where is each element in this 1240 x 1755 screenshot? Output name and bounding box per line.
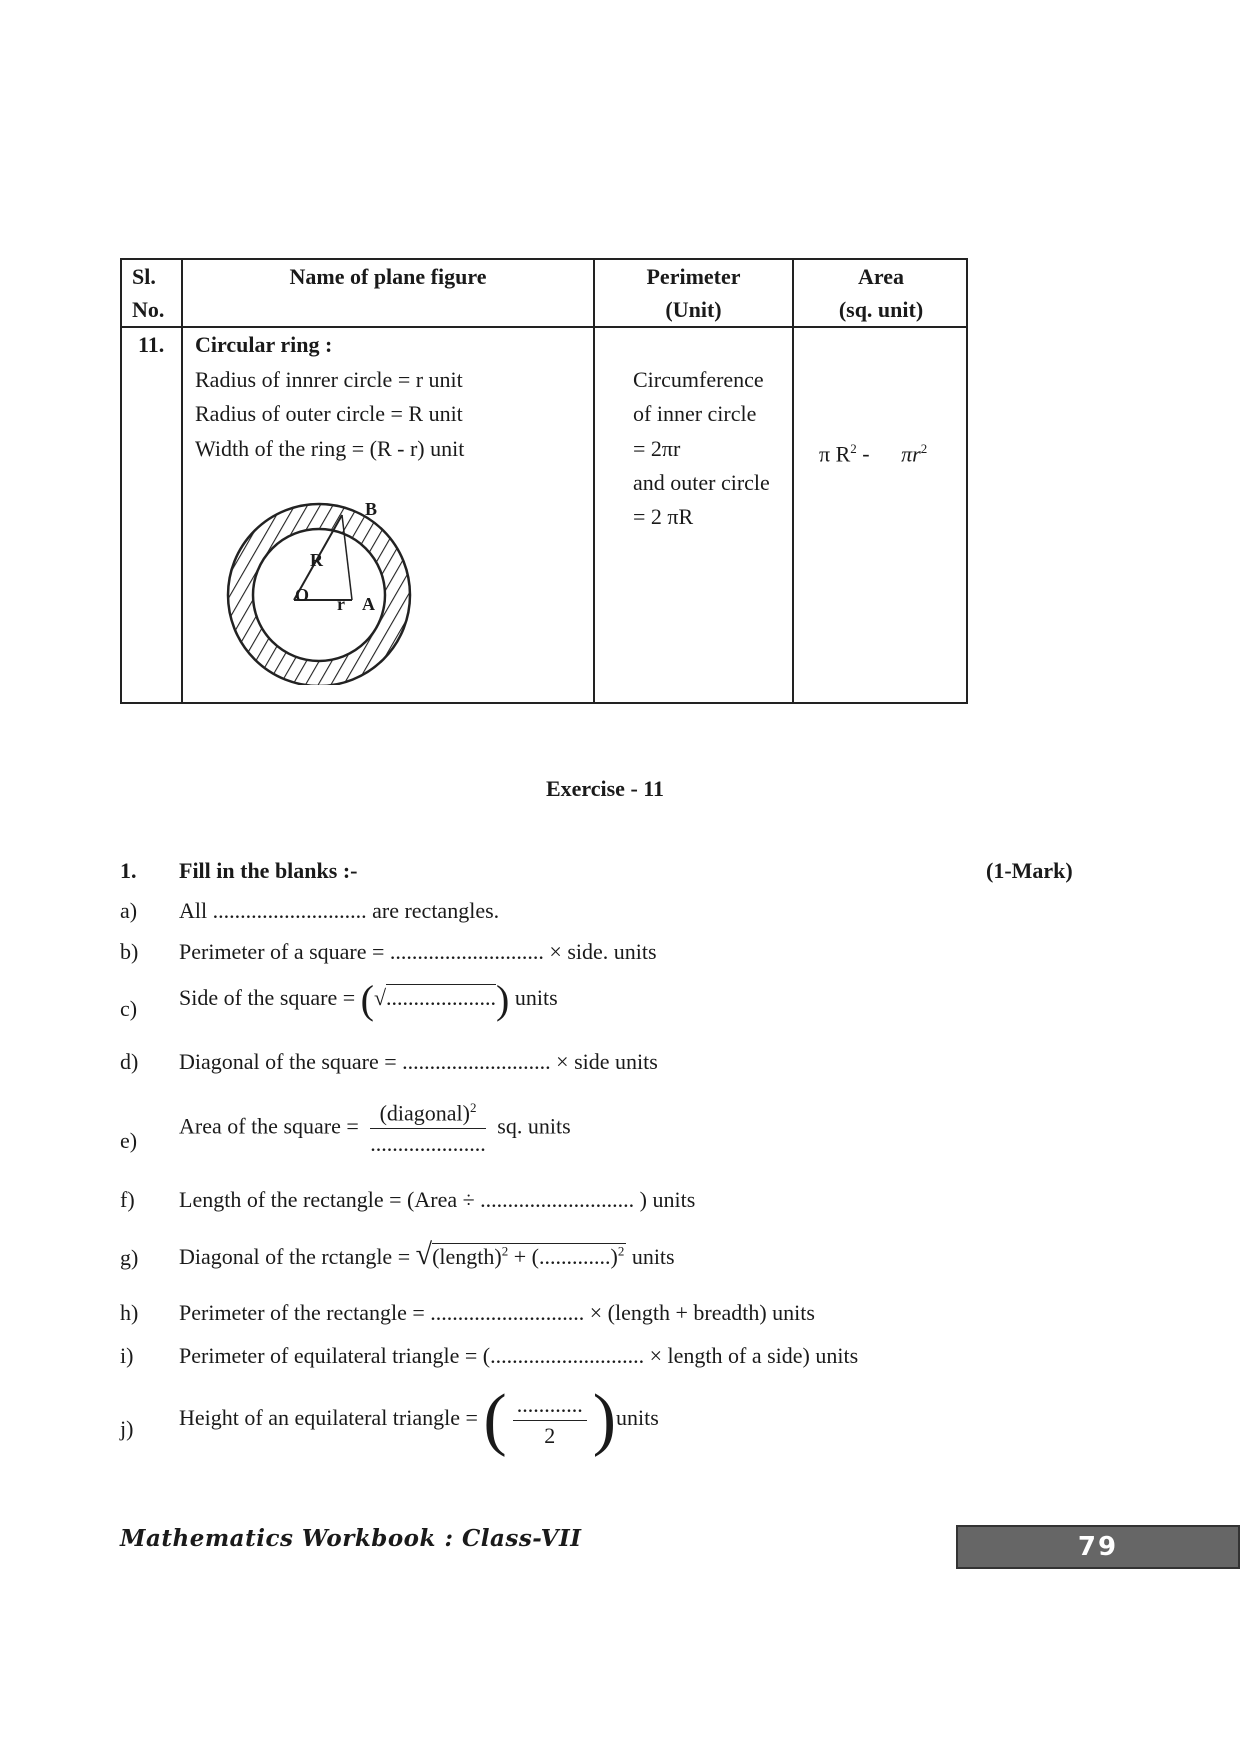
perimeter-line-5: = 2 πR [633,504,694,529]
item-h: Perimeter of the rectangle = ............................ × (length + breadth) units [179,1300,815,1325]
item-b: Perimeter of a square = ............................ × side. units [179,939,657,964]
item-label-e: e) [120,1128,138,1153]
header-no: No. [132,297,165,322]
inner-radius-text: Radius of innrer circle = r unit [195,367,463,392]
item-j: Height of an equilateral triangle = ( $\frac{............}{2}$ )units [179,1381,659,1458]
outer-radius-text: Radius of outer circle = R unit [195,401,463,426]
diagram-label-A: A [362,594,375,614]
fraction: $\frac{(diagonal)^2}{.....................}$ [370,1100,486,1157]
item-label-f: f) [120,1187,135,1212]
header-perimeter-unit: (Unit) [665,297,722,322]
item-a: All ............................ are rectangles. [179,898,500,923]
header-name: Name of plane figure [289,264,487,289]
item-g: Diagonal of the rctangle = √(length)$^2$ + (.............)$^2$ units [179,1238,675,1271]
exercise-title: Exercise - 11 [545,776,665,801]
row-number: 11. [138,332,165,357]
question-number: 1. [120,858,137,883]
header-area-unit: (sq. unit) [838,297,924,322]
perimeter-line-4: and outer circle [633,470,770,495]
sqrt-sign: √ [415,1238,433,1271]
circular-ring-diagram [217,485,417,685]
item-e: Area of the square = $\frac{(diagonal)^2}{.....................}$ sq. units [179,1100,571,1157]
item-label-d: d) [120,1049,139,1074]
footer-book-title: Mathematics Workbook : Class-VII [120,1525,582,1552]
perimeter-line-2: of inner circle [633,401,757,426]
diagram-label-r: r [337,594,345,614]
item-c: Side of the square = (√....................) units [179,977,558,1022]
item-label-a: a) [120,898,138,923]
item-label-g: g) [120,1245,139,1270]
header-perimeter: Perimeter [646,264,741,289]
marks-label: (1-Mark) [986,858,1073,883]
item-label-c: c) [120,996,138,1021]
diagram-label-B: B [365,499,378,519]
diagram-label-O: O [295,585,310,605]
header-area: Area [857,264,905,289]
page-number: 79 [956,1525,1240,1569]
area-formula: π $R^2 - \pi r^2$ [819,441,928,467]
item-label-j: j) [120,1416,134,1441]
item-i: Perimeter of equilateral triangle = (............................ × length of a side) units [179,1343,859,1368]
sqrt-sign: √ [373,985,387,1011]
item-label-h: h) [120,1300,139,1325]
diagram-label-R: R [310,550,323,570]
plane-figures-table [120,258,968,704]
width-text: Width of the ring = (R - r) unit [195,436,465,461]
fraction: $\frac{............}{2}$ [513,1392,587,1449]
item-label-b: b) [120,939,139,964]
item-f: Length of the rectangle = (Area ÷ ............................ ) units [179,1187,696,1212]
item-label-i: i) [120,1343,134,1368]
header-sl: Sl. [132,264,156,289]
perimeter-line-1: Circumference [633,367,764,392]
question-text: Fill in the blanks :- [179,858,358,883]
perimeter-line-3: = 2πr [633,436,681,461]
item-d: Diagonal of the square = ........................... × side units [179,1049,658,1074]
row-title: Circular ring : [195,332,333,357]
